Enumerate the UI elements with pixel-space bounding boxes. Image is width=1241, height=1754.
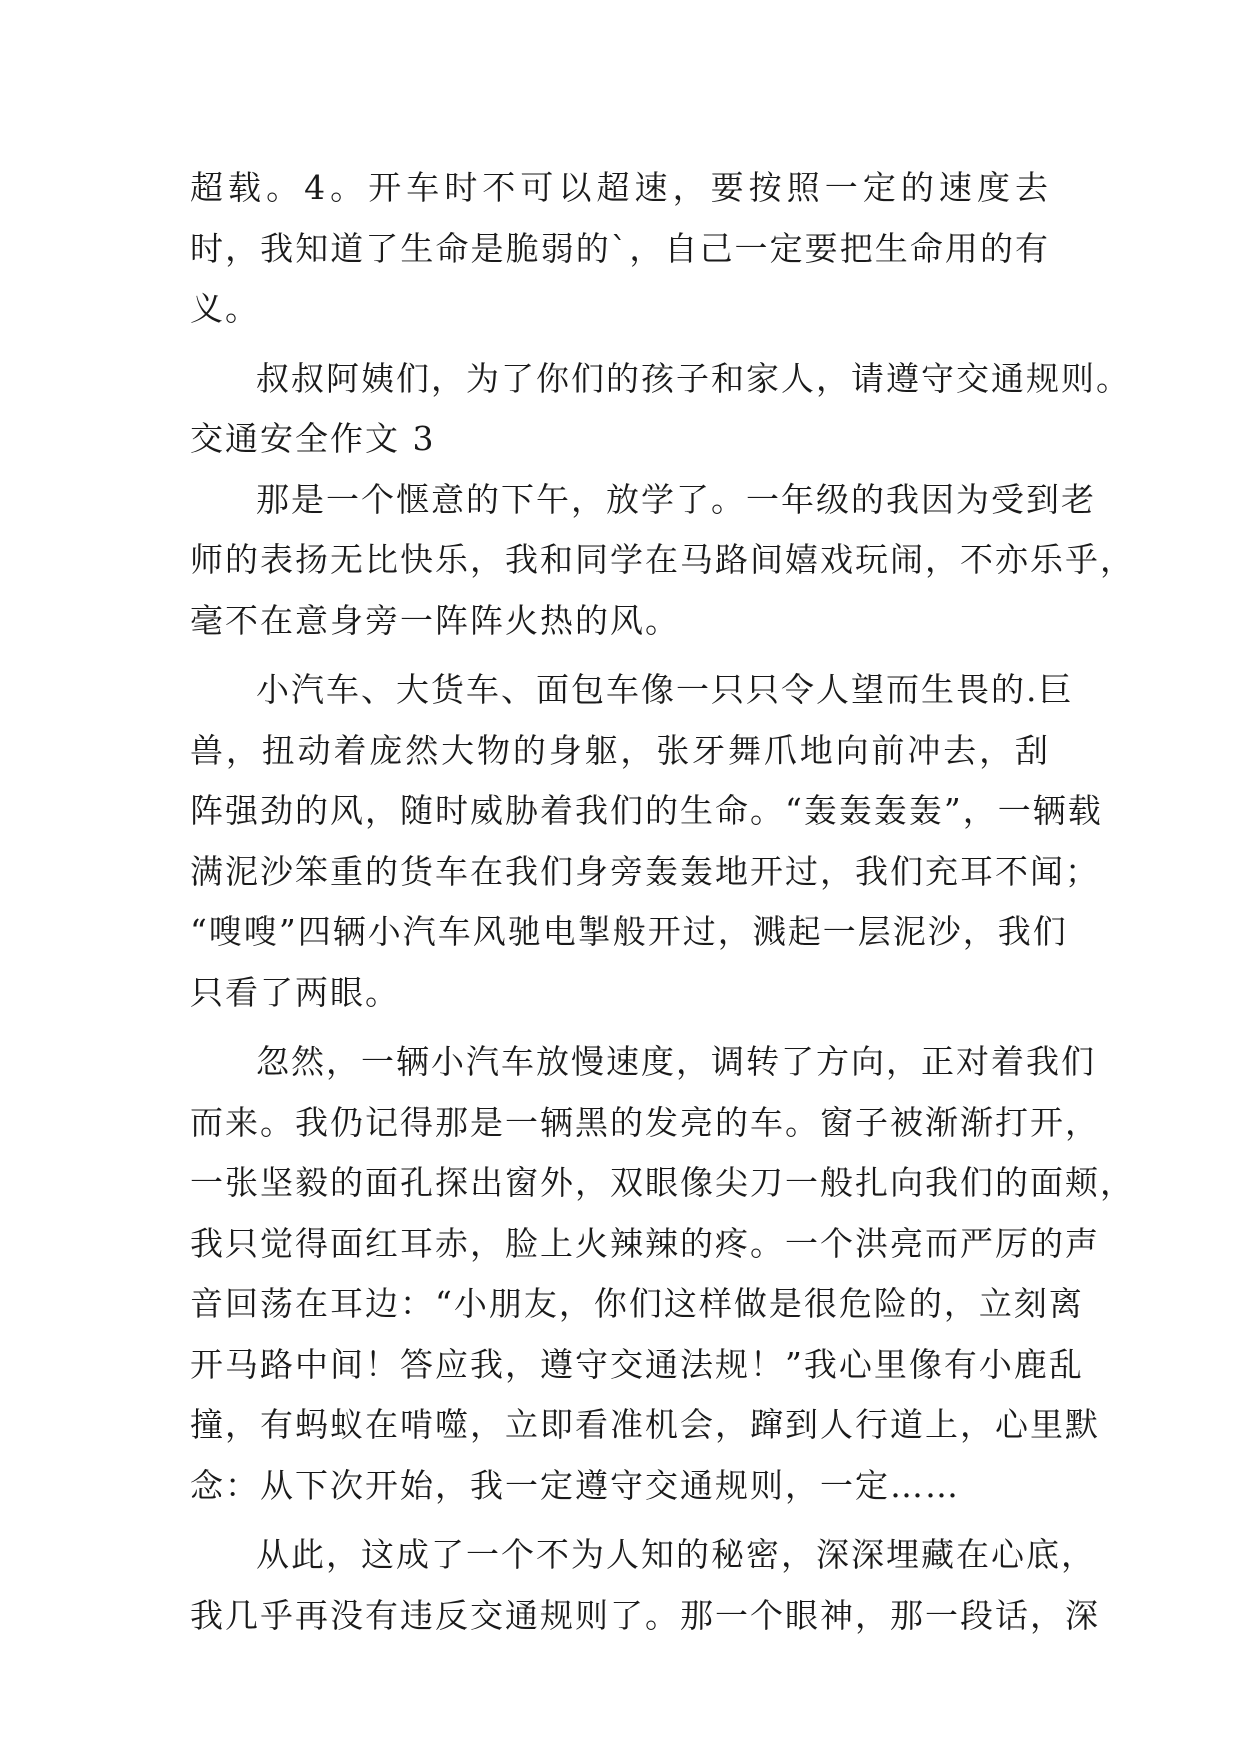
text-line: 从此，这成了一个不为人知的秘密，深深埋藏在心底， — [256, 1535, 1096, 1574]
text-line: 义。 — [190, 289, 260, 328]
text-line: 阵强劲的风，随时威胁着我们的生命。“轰轰轰轰”，一辆载 — [190, 791, 1103, 830]
text-line: 念：从下次开始，我一定遵守交通规则，一定…… — [190, 1465, 960, 1505]
text-line: 那是一个惬意的下午，放学了。一年级的我因为受到老 — [256, 479, 1096, 519]
text-line: 毫不在意身旁一阵阵火热的风。 — [190, 600, 680, 640]
text-line: 而来。我仍记得那是一辆黑的发亮的车。窗子被渐渐打开， — [190, 1102, 1100, 1142]
text-line: 叔叔阿姨们，为了你们的孩子和家人，请遵守交通规则。 — [256, 358, 1131, 398]
text-line: 满泥沙笨重的货车在我们身旁轰轰地开过，我们充耳不闻； — [190, 851, 1100, 891]
text-line: 音回荡在耳边：“小朋友，你们这样做是很危险的，立刻离 — [190, 1284, 1084, 1323]
text-line: “嗖嗖”四辆小汽车风驰电掣般开过，溅起一层泥沙，我们 — [190, 912, 1068, 951]
text-line: 我几乎再没有违反交通规则了。那一个眼神，那一段话，深 — [190, 1595, 1100, 1635]
text-line: 开马路中间！答应我，遵守交通法规！”我心里像有小鹿乱 — [190, 1344, 1084, 1384]
text-line: 忽然，一辆小汽车放慢速度，调转了方向，正对着我们 — [256, 1042, 1096, 1081]
document-body — [190, 158, 1135, 1646]
text-line: 小汽车、大货车、面包车像一只只令人望而生畏的.巨 — [256, 670, 1074, 709]
text-line: 只看了两眼。 — [190, 972, 400, 1012]
text-line: 撞，有蚂蚁在啃噬，立即看准机会，蹿到人行道上，心里默 — [190, 1405, 1100, 1444]
section-heading: 交通安全作文 3 — [190, 419, 436, 458]
text-line: 兽，扭动着庞然大物的身躯，张牙舞爪地向前冲去，刮 — [190, 730, 1050, 770]
text-line: 我只觉得面红耳赤，脸上火辣辣的疼。一个洪亮而严厉的声 — [190, 1223, 1100, 1263]
text-line: 超载。4。开车时不可以超速，要按照一定的速度去 — [190, 168, 1050, 207]
text-line: 师的表扬无比快乐，我和同学在马路间嬉戏玩闹，不亦乐乎， — [190, 540, 1135, 579]
text-line: 一张坚毅的面孔探出窗外，双眼像尖刀一般扎向我们的面颊， — [190, 1163, 1135, 1202]
text-line: 时，我知道了生命是脆弱的`，自己一定要把生命用的有 — [190, 228, 1050, 268]
